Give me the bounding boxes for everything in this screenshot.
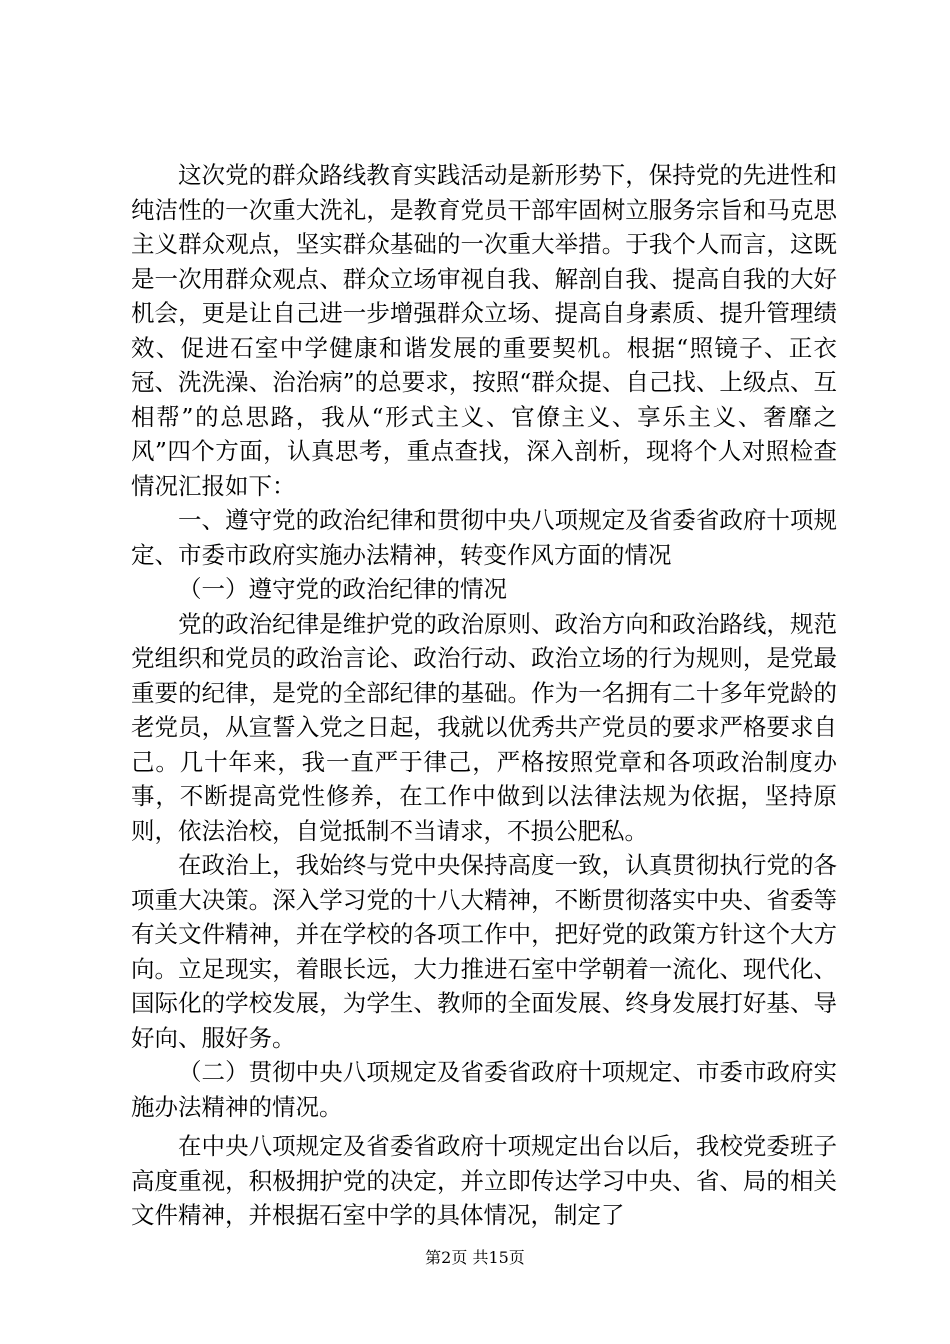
- paragraph-political-discipline: 党的政治纪律是维护党的政治原则、政治方向和政治路线，规范党组织和党员的政治言论、政治行动、政治立场的行为规则，是党最重要的纪律，是党的全部纪律的基础。作为一名拥有二十多年党龄的老党员，从宣誓入党之日起，我就以优秀共产党员的要求严格要求自己。几十年来，我一直严于律己，严格按照党章和各项政治制度办事，不断提高党性修养，在工作中做到以法律法规为依据，坚持原则，依法治校，自觉抵制不当请求，不损公肥私。: [131, 609, 837, 845]
- page-number-footer: 第2页 共15页: [425, 1248, 525, 1267]
- subsection-heading-2: （二）贯彻中央八项规定及省委省政府十项规定、市委市政府实施办法精神的情况。: [131, 1058, 837, 1121]
- paragraph-eight-rules: 在中央八项规定及省委省政府十项规定出台以后，我校党委班子高度重视，积极拥护党的决定，并立即传达学习中央、省、局的相关文件精神，并根据石室中学的具体情况，制定了: [131, 1132, 837, 1229]
- subsection-heading-1: （一）遵守党的政治纪律的情况: [178, 575, 507, 603]
- document-body: [131, 158, 837, 1233]
- paragraph-political-alignment: 在政治上，我始终与党中央保持高度一致，认真贯彻执行党的各项重大决策。深入学习党的十八大精神，不断贯彻落实中央、省委等有关文件精神，并在学校的各项工作中，把好党的政策方针这个大方向。立足现实，着眼长远，大力推进石室中学朝着一流化、现代化、国际化的学校发展，为学生、教师的全面发展、终身发展打好基、导好向、服好务。: [131, 851, 837, 1052]
- section-heading-1: 一、遵守党的政治纪律和贯彻中央八项规定及省委省政府十项规定、市委市政府实施办法精神，转变作风方面的情况: [131, 506, 837, 569]
- paragraph-intro: 这次党的群众路线教育实践活动是新形势下，保持党的先进性和纯洁性的一次重大洗礼，是教育党员干部牢固树立服务宗旨和马克思主义群众观点，坚实群众基础的一次重大举措。于我个人而言，这既是一次用群众观点、群众立场审视自我、解剖自我、提高自我的大好机会，更是让自己进一步增强群众立场、提高自身素质、提升管理绩效、促进石室中学健康和谐发展的重要契机。根据“照镜子、正衣冠、洗洗澡、治治病”的总要求，按照“群众提、自己找、上级点、互相帮”的总思路，我从“形式主义、官僚主义、享乐主义、奢靡之风”四个方面，认真思考，重点查找，深入剖析，现将个人对照检查情况汇报如下：: [131, 161, 837, 500]
